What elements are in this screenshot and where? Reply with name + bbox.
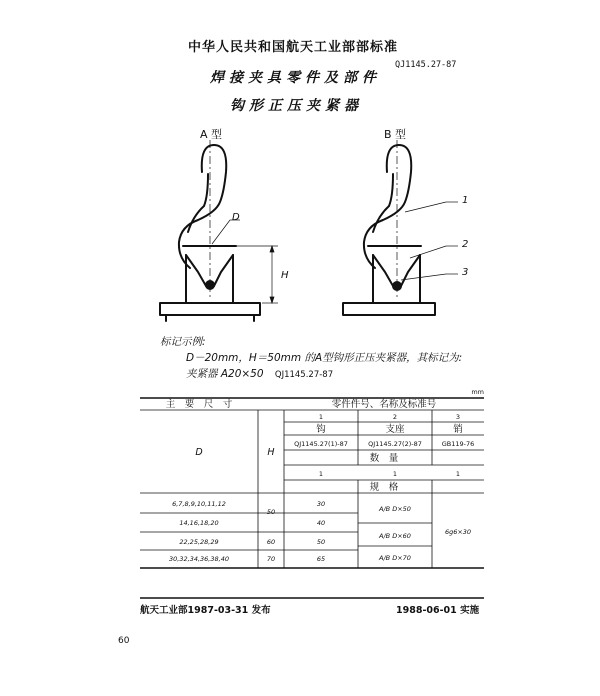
marking-example-line-1: D－20mm，H＝50mm 的A型钩形正压夹紧器，其标记为: [186, 352, 463, 364]
qty-2: 1 [392, 470, 398, 478]
row-4-d: 30,32,34,36,38,40 [169, 555, 229, 563]
page-number: 60 [118, 636, 130, 646]
issue-date: 航天工业部1987-03-31 发布 [140, 605, 271, 616]
row-4-c1: 65 [316, 555, 326, 563]
header-spec: 规 格 [369, 482, 399, 493]
row-3-d: 22,25,28,29 [179, 538, 219, 546]
type-b-label: B 型 [384, 128, 407, 141]
std-no-3: GB119-76 [441, 440, 475, 448]
row-3-h: 60 [266, 538, 276, 546]
row-1-h: 50 [266, 508, 276, 516]
col-num-1: 1 [318, 413, 324, 421]
mark-d: D [232, 212, 240, 223]
standard-name: 中华人民共和国航天工业部部标准 [188, 40, 399, 55]
row-1-c1: 30 [316, 500, 326, 508]
spec-a: A/B D×50 [379, 505, 411, 513]
header-d: D [195, 447, 203, 458]
mark-h: H [281, 270, 289, 281]
part-name-1: 钩 [316, 424, 326, 435]
qty-3: 1 [455, 470, 461, 478]
callout-3: 3 [462, 267, 469, 278]
standard-code: QJ1145.27-87 [395, 60, 457, 70]
spec-c: A/B D×70 [379, 554, 411, 562]
header-qty: 数 量 [369, 453, 399, 464]
part-name-2: 支座 [385, 424, 405, 435]
header-part-no: 零件件号、名称及标准号 [331, 399, 437, 410]
callout-1: 1 [462, 195, 469, 206]
marking-example-code: QJ1145.27-87 [274, 370, 334, 380]
col-num-2: 2 [392, 413, 398, 421]
row-3-c1: 50 [316, 538, 326, 546]
row-2-c1: 40 [316, 519, 326, 527]
row-4-h: 70 [266, 555, 276, 563]
qty-1: 1 [318, 470, 324, 478]
spec-pin: 6g6×30 [444, 528, 472, 536]
row-1-d: 6,7,8,9,10,11,12 [172, 500, 226, 508]
spec-b: A/B D×60 [379, 532, 411, 540]
callout-2: 2 [462, 239, 469, 250]
row-2-d: 14,16,18,20 [179, 519, 219, 527]
marking-example-label: 标记示例: [160, 336, 206, 348]
title-line-1: 焊接夹具零件及部件 [210, 70, 381, 86]
marking-example-text: 夹紧器 A20×50 [186, 368, 264, 380]
header-h: H [267, 447, 275, 458]
col-num-3: 3 [455, 413, 461, 421]
part-name-3: 销 [453, 424, 463, 435]
table-unit: mm [471, 388, 484, 396]
type-a-label: A 型 [200, 128, 223, 141]
header-main-size: 主 要 尺 寸 [165, 399, 233, 410]
std-no-2: QJ1145.27(2)-87 [368, 440, 422, 448]
implement-date: 1988-06-01 实施 [396, 605, 480, 616]
std-no-1: QJ1145.27(1)-87 [294, 440, 348, 448]
title-line-2: 钩形正压夹紧器 [230, 98, 363, 114]
